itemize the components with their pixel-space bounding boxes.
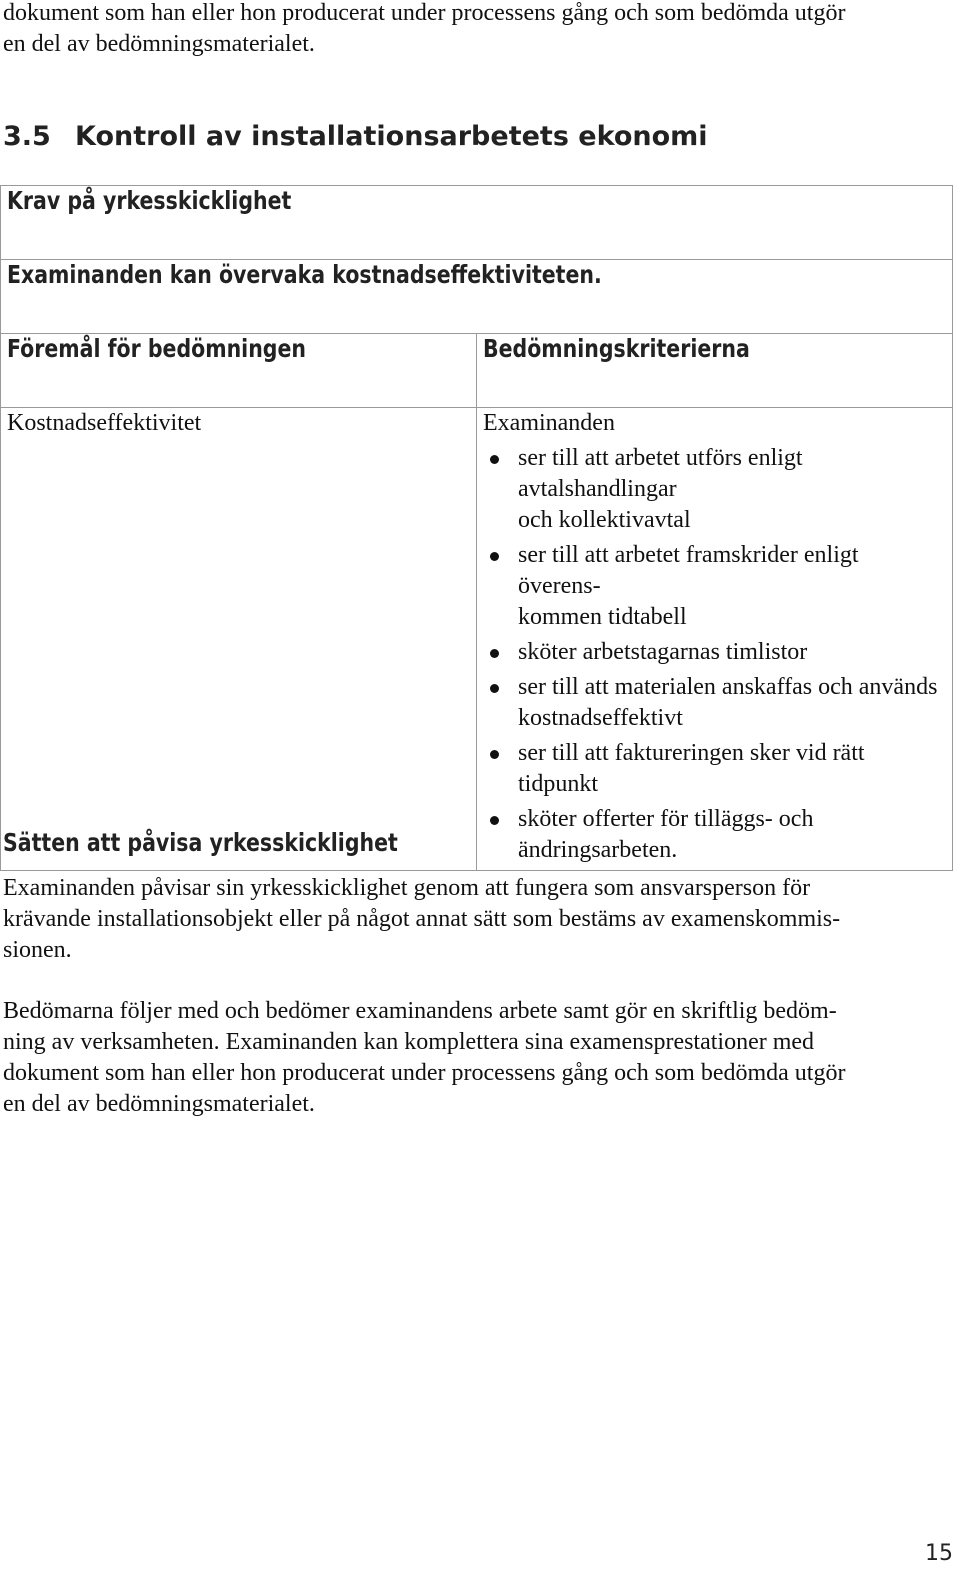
criteria-cell [477, 408, 953, 871]
table-row [1, 186, 953, 260]
text-line: ändringsarbeten. [518, 837, 678, 863]
text-line: Bedömarna följer med och bedömer examinandens arbete samt gör en skriftlig bedöm- [3, 998, 837, 1024]
table-row [1, 260, 953, 334]
text-line: ning av verksamheten. Examinanden kan komplettera sina examensprestationer med [3, 1029, 815, 1055]
list-item [483, 738, 946, 800]
text-line: en del av bedömningsmaterialet. [3, 31, 315, 57]
text-line: dokument som han eller hon producerat under processens gång och som bedömda utgör [3, 1060, 846, 1086]
text-line: kommen tidtabell [518, 604, 687, 630]
list-item [483, 672, 946, 734]
list-item [483, 443, 946, 536]
page-number: 15 [925, 1541, 953, 1566]
text-line: ser till att arbetet framskrider enligt överens- [518, 542, 859, 599]
table-row [1, 334, 953, 408]
text-line: ser till att faktureringen sker vid rätt tidpunkt [518, 740, 865, 797]
text-line: en del av bedömningsmaterialet. [3, 1091, 315, 1117]
text-line: dokument som han eller hon producerat under processens gång och som bedömda utgör [3, 0, 846, 26]
list-item [483, 540, 946, 633]
section-heading [3, 119, 708, 155]
text-line: sköter arbetstagarnas timlistor [518, 639, 808, 665]
criteria-list [483, 443, 946, 866]
bullet-icon [490, 455, 499, 464]
section-title: Kontroll av installationsarbetets ekonomi [75, 121, 708, 152]
object-cell [1, 408, 477, 871]
table-row [1, 408, 953, 871]
demonstration-heading [3, 825, 484, 861]
krav-statement-cell [1, 260, 953, 334]
krav-heading: Krav på yrkesskicklighet [7, 186, 292, 215]
text-line: ser till att materialen anskaffas och används [518, 674, 938, 700]
demonstration-paragraph-1 [3, 873, 953, 966]
intro-paragraph [3, 0, 953, 60]
bullet-icon [490, 684, 499, 693]
bullet-icon [490, 649, 499, 658]
text-line: och kollektivavtal [518, 507, 691, 533]
text-line: Examinanden påvisar sin yrkesskicklighet genom att fungera som ansvarsperson för [3, 875, 811, 901]
criteria-table [0, 185, 953, 871]
krav-statement: Examinanden kan övervaka kostnadseffektiviteten. [7, 260, 602, 289]
text-line: sionen. [3, 937, 72, 963]
demonstration-paragraph-2 [3, 996, 953, 1120]
krav-heading-cell [1, 186, 953, 260]
bullet-icon [490, 816, 499, 825]
list-item [483, 637, 946, 668]
object-value: Kostnadseffektivitet [7, 410, 202, 436]
section-number: 3.5 [3, 121, 51, 152]
column-heading-cell [1, 334, 477, 408]
bullet-icon [490, 552, 499, 561]
column-heading-object: Föremål för bedömningen [7, 334, 306, 363]
text-line: sköter offerter för tilläggs- och [518, 806, 814, 832]
text-line: krävande installationsobjekt eller på något annat sätt som bestäms av examenskommis- [3, 906, 841, 932]
bullet-icon [490, 750, 499, 759]
criteria-lead: Examinanden [483, 410, 615, 436]
text-line: ser till att arbetet utförs enligt avtalshandlingar [518, 445, 803, 502]
demonstration-heading-text: Sätten att påvisa yrkesskicklighet [3, 828, 398, 857]
column-heading-criteria: Bedömningskriterierna [483, 334, 750, 363]
text-line: kostnadseffektivt [518, 705, 683, 731]
list-item [483, 804, 946, 866]
column-heading-cell [477, 334, 953, 408]
